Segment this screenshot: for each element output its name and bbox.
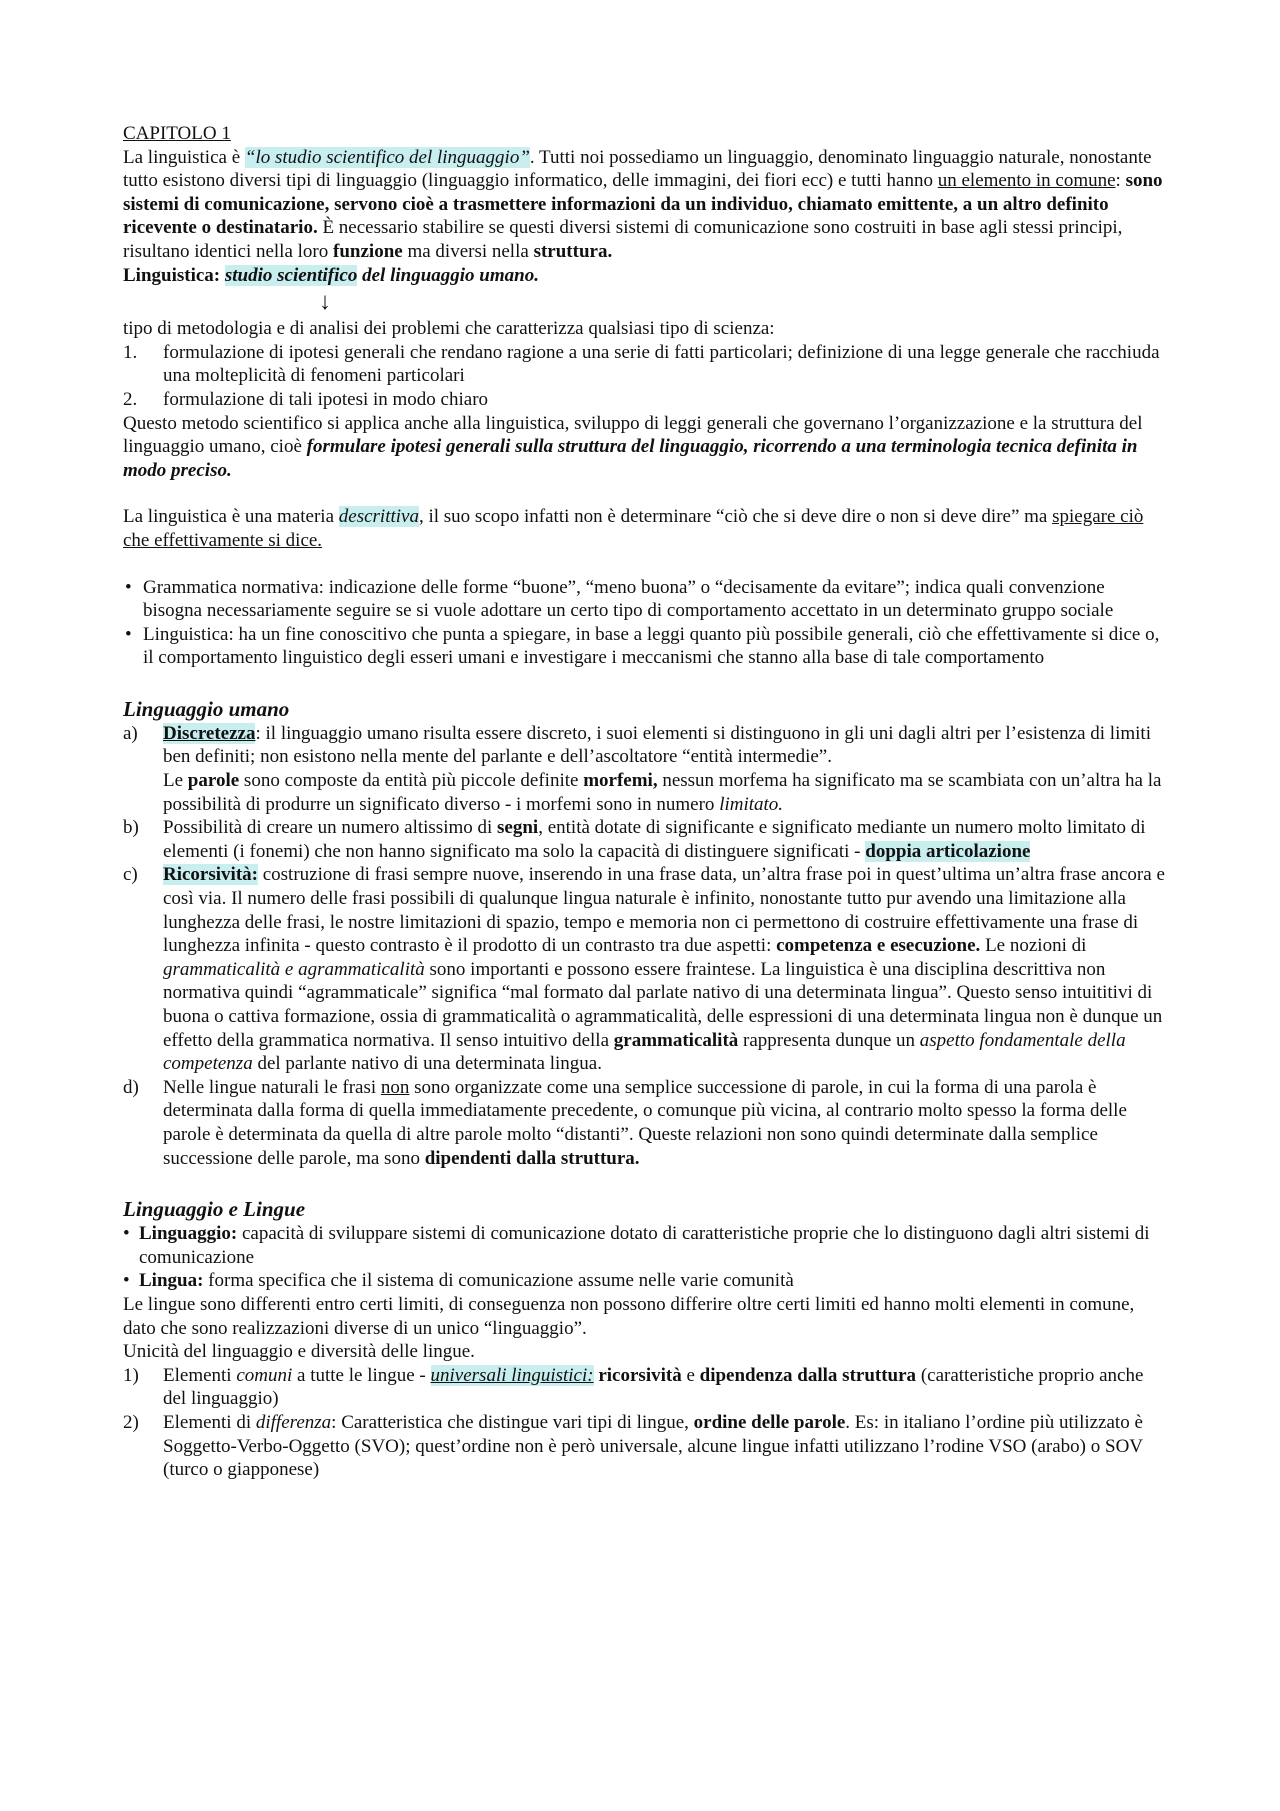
- chapter-title: CAPITOLO 1: [123, 123, 231, 144]
- grammar-bullet-list: [123, 576, 1167, 670]
- section-heading-language-and-languages: Linguaggio e Lingue: [123, 1197, 306, 1222]
- highlight: “lo studio scientifico del linguaggio”: [244, 146, 530, 168]
- document-page: [123, 122, 1167, 1482]
- highlight: Ricorsività:: [163, 864, 258, 886]
- languages-elements-list: [123, 1364, 1167, 1482]
- method-paragraph: Questo metodo scientifico si applica anche alla linguistica, sviluppo di leggi generali che governano l’organizzazione e la struttura del linguaggio umano, cioè formulare ipotesi generali sulla struttura del linguaggio, ricorrendo a una terminologia tecnica definita in modo preciso.: [123, 412, 1143, 481]
- list-item: d) Nelle lingue naturali le frasi non sono organizzate come una semplice successione di parole, in cui la forma di una parola è determinata dalla forma di quella immediatamente precedente, o comunque più vicina, al contrario molto spesso la forma delle parole è determinata da quella di altre parole molto “distanti”. Queste relazioni non sono quindi determinate dalla semplice successione delle parole, ma sono dipendenti dalla struttura.: [123, 1076, 1127, 1169]
- definition-line: Linguistica: studio scientifico del linguaggio umano.: [123, 264, 539, 286]
- list-item: • Lingua: forma specifica che il sistema di comunicazione assume nelle varie comunità: [123, 1270, 794, 1292]
- language-bullet-list: [123, 1222, 1167, 1293]
- highlight: Discretezza: [163, 722, 256, 744]
- method-intro: tipo di metodologia e di analisi dei problemi che caratterizza qualsiasi tipo di scienza:: [123, 318, 775, 340]
- section-heading-human-language: Linguaggio umano: [123, 696, 290, 721]
- list-item: 1. formulazione di ipotesi generali che rendano ragione a una serie di fatti particolari; definizione di una legge generale che racchiuda una molteplicità di fenomeni particolari: [123, 341, 1160, 387]
- list-item: b) Possibilità di creare un numero altissimo di segni, entità dotate di significante e significato mediante un numero molto limitato di elementi (i fonemi) che non hanno significato ma solo la capacità di distinguere significati - doppia articolazione: [123, 817, 1146, 862]
- highlight: universali linguistici:: [430, 1364, 594, 1386]
- down-arrow-icon: ↓: [319, 289, 331, 316]
- languages-paragraph: Le lingue sono differenti entro certi limiti, di conseguenza non possono differire oltre certi limiti ed hanno molti elementi in comune, dato che sono realizzazioni diverse di un unico “linguaggio”.: [123, 1293, 1135, 1339]
- list-item: 1) Elementi comuni a tutte le lingue - universali linguistici: ricorsività e dipendenza dalla struttura (caratteristiche proprio anche del linguaggio): [123, 1364, 1144, 1410]
- list-item: a) Discretezza: il linguaggio umano risulta essere discreto, i suoi elementi si distinguono in gli uni dagli altri per l’esistenza di limiti ben definiti; non esistono nella mente del parlante e dell’ascoltatore “entità intermedie”. Le parole sono composte da entità più piccole definite morfemi, nessun morfema ha significato ma se scambiata con un’altra ha la possibilità di produrre un significato diverso - i morfemi sono in numero limitato.: [123, 722, 1162, 815]
- unity-diversity-line: Unicità del linguaggio e diversità delle lingue.: [123, 1341, 475, 1363]
- descriptive-paragraph: La linguistica è una materia descrittiva, il suo scopo infatti non è determinare “ciò che si deve dire o non si deve dire” ma spiegare ciò che effettivamente si dice.: [123, 506, 1144, 551]
- intro-paragraph: La linguistica è “lo studio scientifico del linguaggio”. Tutti noi possediamo un linguaggio, denominato linguaggio naturale, nonostante tutto esistono diversi tipi di linguaggio (linguaggio informatico, delle immagini, dei fiori ecc) e tutti hanno un elemento in comune: sono sistemi di comunicazione, servono cioè a trasmettere informazioni da un individuo, chiamato emittente, a un altro definito ricevente o destinatario. È necessario stabilire se questi diversi sistemi di comunicazione sono costruiti in base agli stessi principi, risultano identici nella loro funzione ma diversi nella struttura.: [123, 146, 1163, 262]
- list-item: 2. formulazione di tali ipotesi in modo chiaro: [123, 388, 489, 410]
- list-item: 2) Elementi di differenza: Caratteristica che distingue vari tipi di lingue, ordine delle parole. Es: in italiano l’ordine più utilizzato è Soggetto-Verbo-Oggetto (SVO); quest’ordine non è però universale, alcune lingue infatti utilizzano l’rodine VSO (arabo) o SOV (turco o giapponese): [123, 1411, 1143, 1481]
- list-item: • Linguistica: ha un fine conoscitivo che punta a spiegare, in base a leggi quanto più possibile generali, ciò che effettivamente si dice o, il comportamento linguistico degli esseri umani e investigare i meccanismi che stanno alla base di tale comportamento: [125, 623, 1160, 669]
- list-item: • Linguaggio: capacità di sviluppare sistemi di comunicazione dotato di caratteristiche proprie che lo distinguono dagli altri sistemi di comunicazione: [123, 1223, 1150, 1268]
- list-item: • Grammatica normativa: indicazione delle forme “buone”, “meno buona” o “decisamente da evitare”; indica quali convenzione bisogna necessariamente seguire se si vuole adottare un certo tipo di comportamento accettato in un determinato gruppo sociale: [125, 576, 1114, 622]
- highlight: doppia articolazione: [865, 840, 1031, 862]
- highlight: descrittiva: [338, 506, 419, 528]
- human-language-list: [123, 722, 1167, 1170]
- highlight: studio scientifico: [224, 264, 358, 286]
- list-item: c) Ricorsività: costruzione di frasi sempre nuove, inserendo in una frase data, un’altra frase poi in quest’ultima un’altra frase ancora e così via. Il numero delle frasi possibili di qualunque lingua naturale è infinito, nonostante tutto pur avendo una limitazione alla lunghezza delle frasi, le nostre limitazioni di spazio, tempo e memoria non ci permettono di costruire effettivamente una frase di lunghezza infinita - questo contrasto è il prodotto di un contrasto tra due aspetti: competenza e esecuzione. Le nozioni di grammaticalità e agrammaticalità sono importanti e possono essere fraintese. La linguistica è una disciplina descrittiva non normativa quindi “agrammaticale” significa “mal formato dal parlate nativo di una determinata lingua”. Questo senso intuititivi di buona o cattiva formazione, ossia di grammaticalità o agrammaticalità, delle espressioni di una determinata lingua non è dunque un effetto della grammatica normativa. Il senso intuitivo della grammaticalità rappresenta dunque un aspetto fondamentale della competenza del parlante nativo di una determinata lingua.: [123, 864, 1165, 1075]
- method-list: [123, 341, 1167, 412]
